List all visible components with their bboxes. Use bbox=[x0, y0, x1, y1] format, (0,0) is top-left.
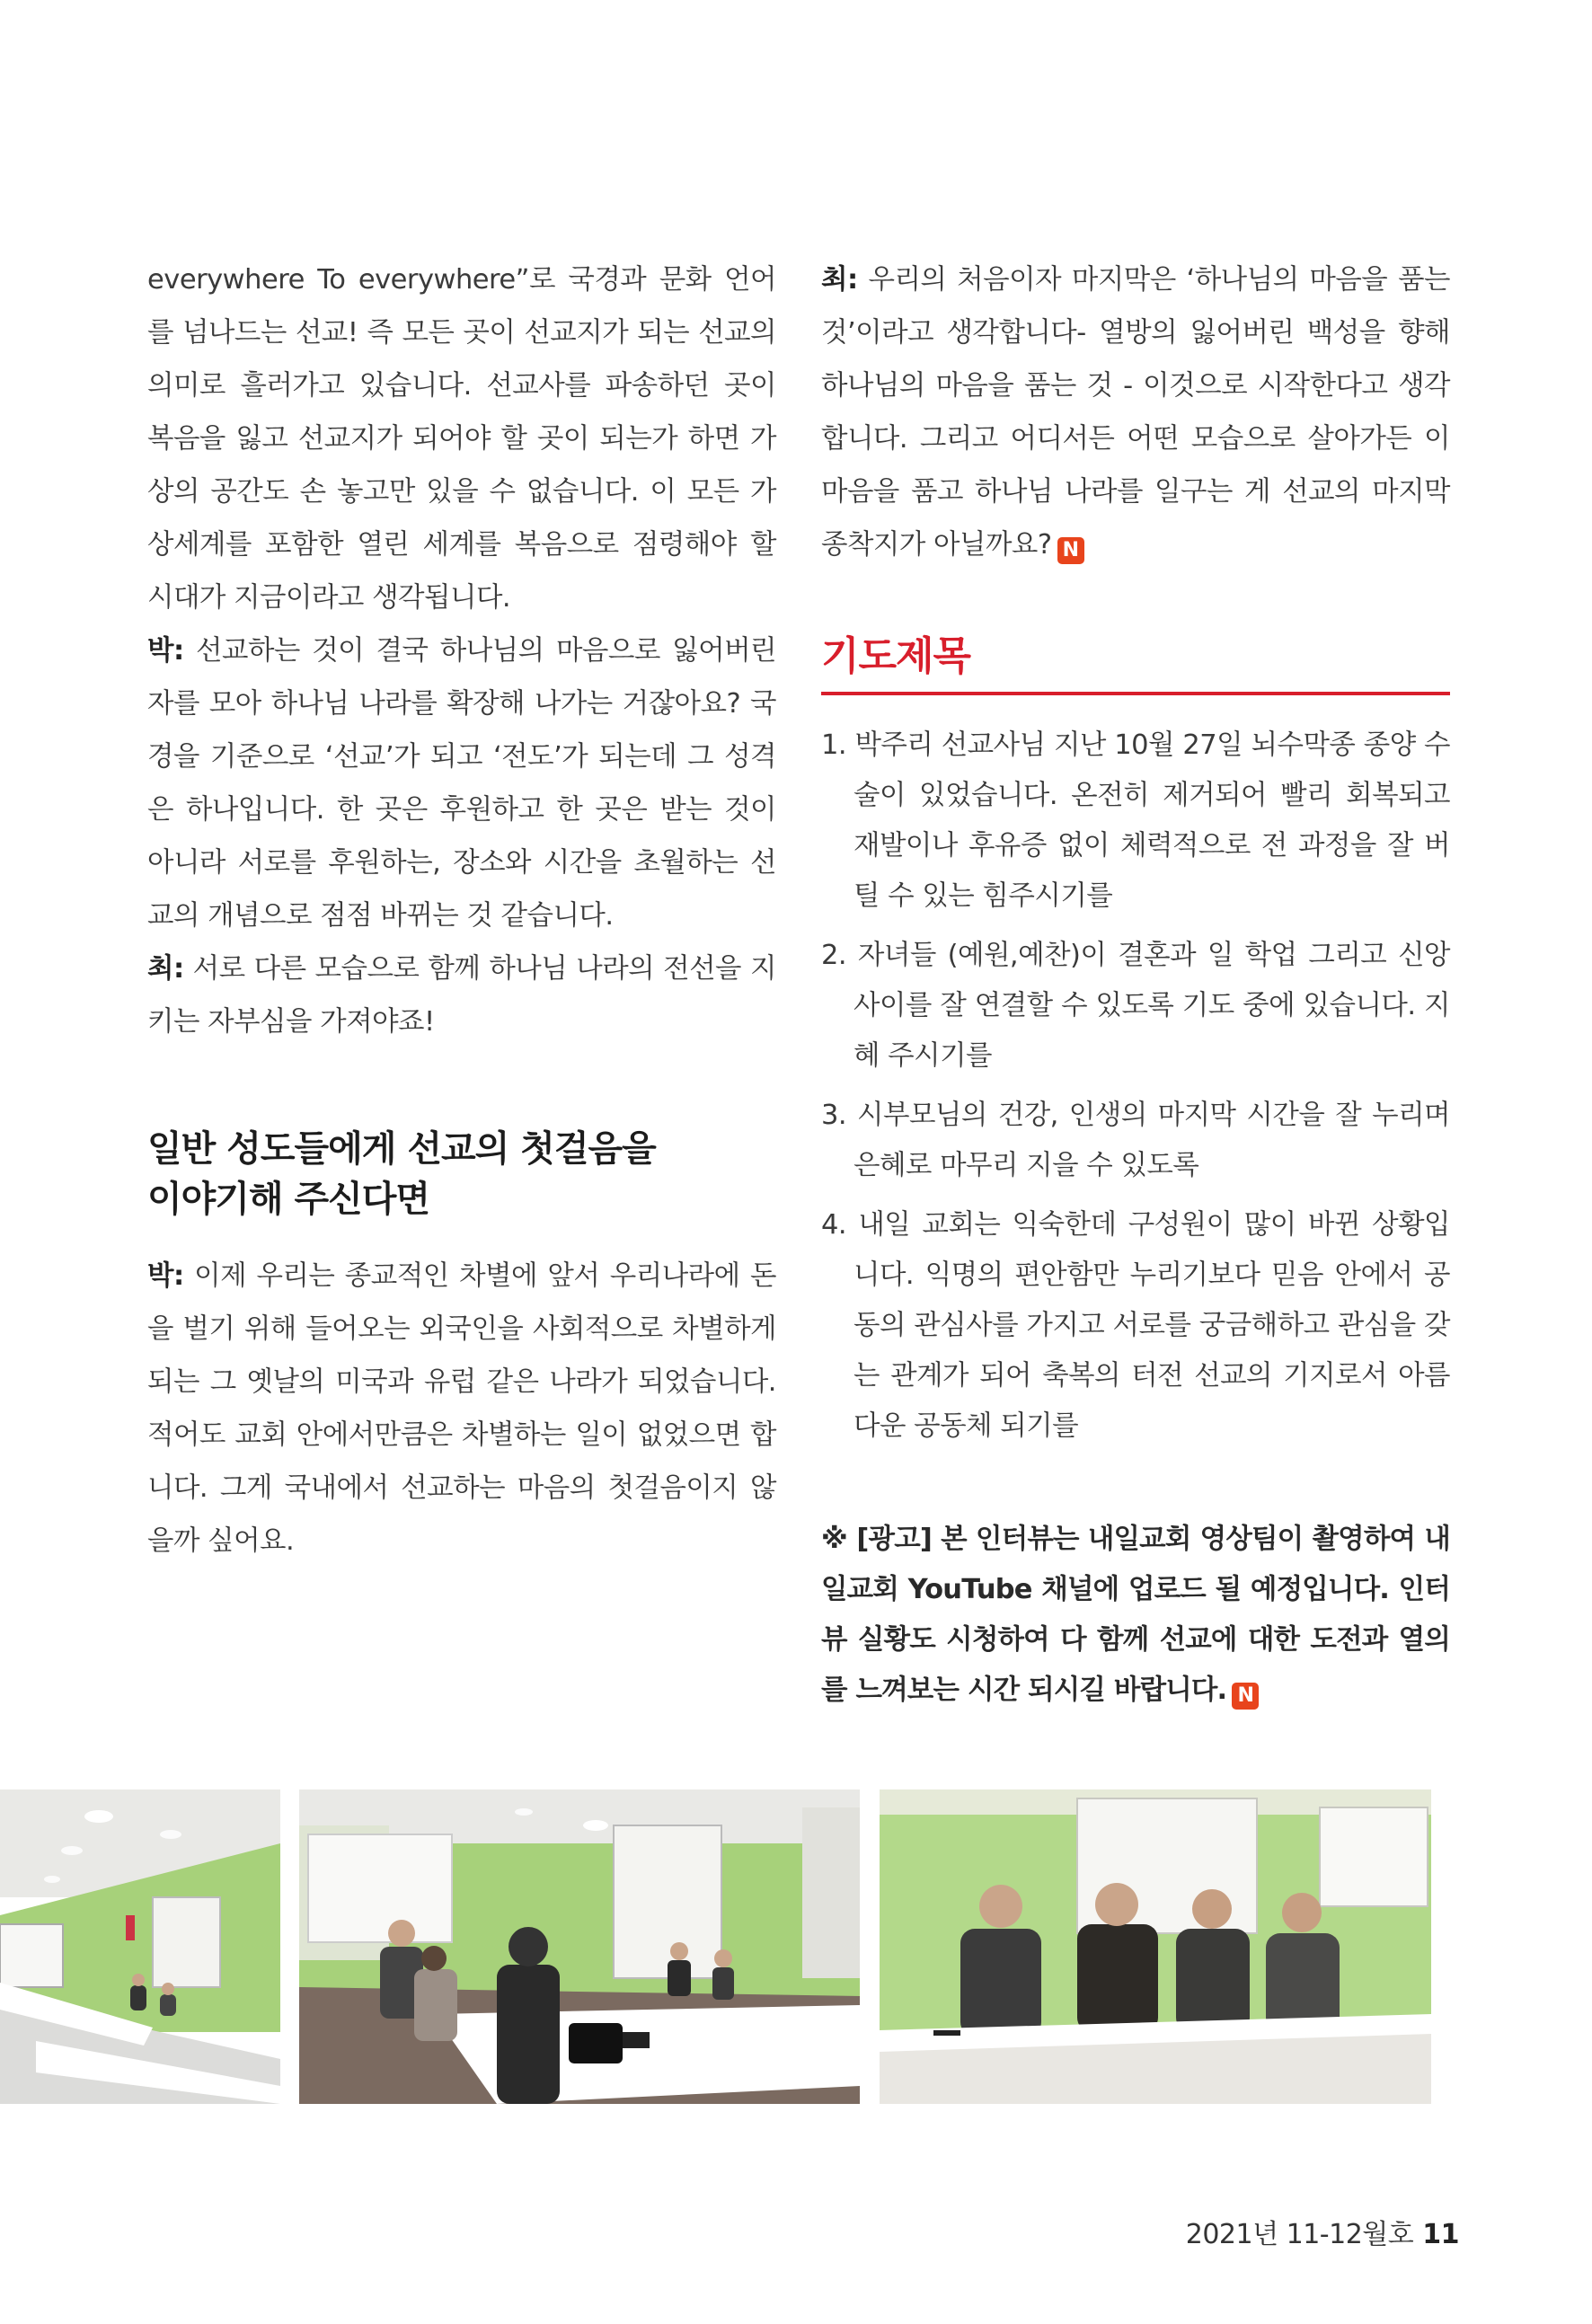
photo-group-seated bbox=[880, 1789, 1431, 2104]
park-answer-2 bbox=[147, 1250, 776, 1568]
end-mark-icon: N bbox=[1057, 537, 1084, 564]
section-title bbox=[147, 1124, 776, 1224]
issue-label: 2021년 11-12월호 bbox=[1185, 2219, 1414, 2250]
notice-ad-text: ※ [광고] 본 인터뷰는 내일교회 영상팀이 촬영하여 내일교회 YouTube 채널에 업로드 될 예정입니다. 인터뷰 실황도 시청하여 다 함께 선교에 대한 도전과 열의를 느껴보는 시간 되시길 바랍니다. bbox=[821, 1524, 1450, 1706]
speaker-park: 박: bbox=[147, 1260, 184, 1292]
speaker-choi: 최: bbox=[147, 953, 184, 985]
photo-room-wide bbox=[0, 1789, 280, 2104]
left-column bbox=[147, 253, 776, 1568]
speaker-park: 박: bbox=[147, 635, 184, 667]
photo-filming-interview bbox=[299, 1789, 860, 2104]
prayer-list bbox=[821, 720, 1450, 1452]
prayer-item: 4. 내일 교회는 익숙한데 구성원이 많이 바뀐 상황입니다. 익명의 편안함만 누리기보다 믿음 안에서 공동의 관심사를 가지고 서로를 궁금해하고 관심을 갖는 관계가 되어 축복의 터전 선교의 기지로서 아름다운 공동체 되기를 bbox=[821, 1209, 1450, 1442]
prayer-item: 2. 자녀들 (예원,예찬)이 결혼과 일 학업 그리고 신앙 사이를 잘 연결할 수 있도록 기도 중에 있습니다. 지혜 주시기를 bbox=[821, 940, 1450, 1072]
section-title-line2: 이야기해 주신다면 bbox=[147, 1179, 430, 1220]
page-number: 11 bbox=[1422, 2219, 1459, 2250]
prayer-heading: 기도제목 bbox=[821, 623, 1450, 695]
intro-paragraph: everywhere To everywhere”로 국경과 문화 언어를 넘나드는 선교! 즉 모든 곳이 선교지가 되는 선교의 의미로 흘러가고 있습니다. 선교사를 파송하던 곳이 복음을 잃고 선교지가 되어야 할 곳이 되는가 하면 가상의 공간도 손 놓고만 있을 수 없습니다. 이 모든 가상세계를 포함한 열린 세계를 복음으로 점령해야 할 시대가 지금이라고 생각됩니다. bbox=[147, 264, 776, 614]
choi-answer-2 bbox=[821, 253, 1450, 571]
end-mark-icon: N bbox=[1232, 1683, 1259, 1710]
page-footer bbox=[1186, 2212, 1459, 2251]
choi-answer-1 bbox=[147, 942, 776, 1048]
choi-answer-1-text: 서로 다른 모습으로 함께 하나님 나라의 전선을 지키는 자부심을 가져야죠! bbox=[147, 953, 776, 1038]
prayer-item: 1. 박주리 선교사님 지난 10월 27일 뇌수막종 종양 수술이 있었습니다. 온전히 제거되어 빨리 회복되고 재발이나 후유증 없이 체력적으로 전 과정을 잘 버틸 수 있는 힘주시기를 bbox=[821, 729, 1450, 912]
park-answer-1 bbox=[147, 624, 776, 942]
section-title-line1: 일반 성도들에게 선교의 첫걸음을 bbox=[147, 1128, 656, 1170]
choi-answer-2-text: 우리의 처음이자 마지막은 ‘하나님의 마음을 품는 것’이라고 생각합니다- 열방의 잃어버린 백성을 향해 하나님의 마음을 품는 것 - 이것으로 시작한다고 생각합니다. 그리고 어디서든 어떤 모습으로 살아가든 이 마음을 품고 하나님 나라를 일구는 게 선교의 마지막 종착지가 아닐까요? bbox=[821, 264, 1450, 561]
park-answer-2-text: 이제 우리는 종교적인 차별에 앞서 우리나라에 돈을 벌기 위해 들어오는 외국인을 사회적으로 차별하게 되는 그 옛날의 미국과 유럽 같은 나라가 되었습니다. 적어도 교회 안에서만큼은 차별하는 일이 없었으면 합니다. 그게 국내에서 선교하는 마음의 첫걸음이지 않을까 싶어요. bbox=[147, 1260, 776, 1557]
park-answer-1-text: 선교하는 것이 결국 하나님의 마음으로 잃어버린 자를 모아 하나님 나라를 확장해 나가는 거잖아요? 국경을 기준으로 ‘선교’가 되고 ‘전도’가 되는데 그 성격은 하나입니다. 한 곳은 후원하고 한 곳은 받는 것이 아니라 서로를 후원하는, 장소와 시간을 초월하는 선교의 개념으로 점점 바뀌는 것 같습니다. bbox=[147, 635, 776, 932]
prayer-item: 3. 시부모님의 건강, 인생의 마지막 시간을 잘 누리며 은혜로 마무리 지을 수 있도록 bbox=[821, 1100, 1450, 1181]
speaker-choi: 최: bbox=[821, 264, 858, 296]
right-column bbox=[821, 253, 1450, 1716]
notice-ad bbox=[821, 1515, 1450, 1716]
